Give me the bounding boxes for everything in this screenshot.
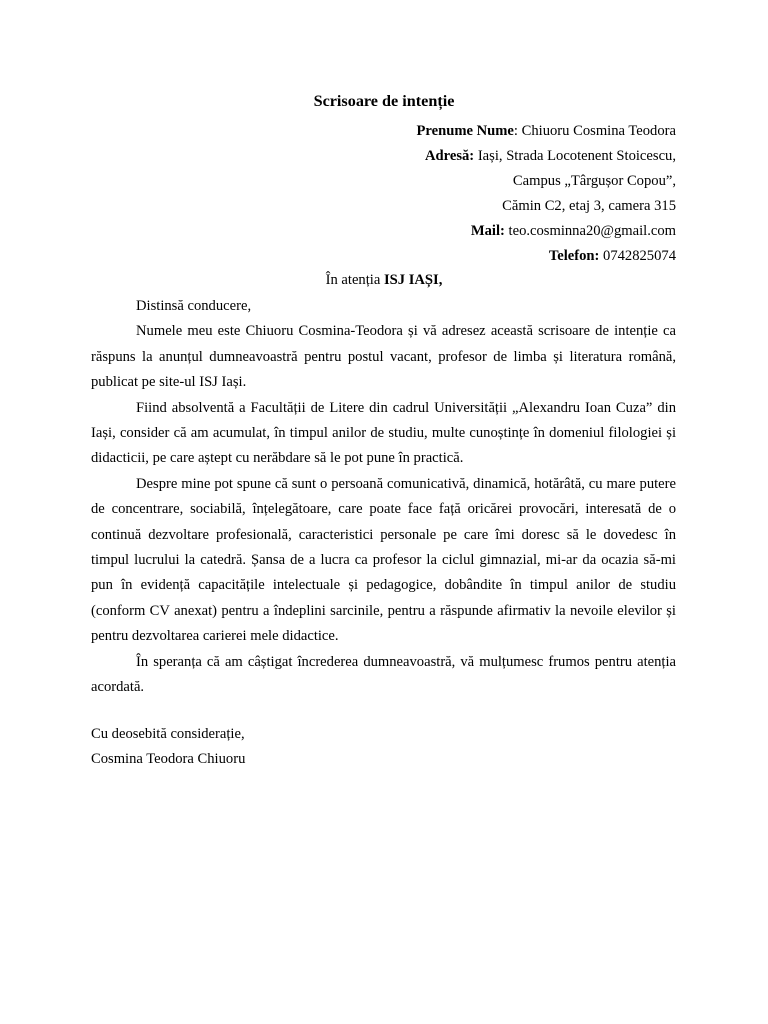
- mail-value: teo.cosminna20@gmail.com: [504, 223, 676, 239]
- body-paragraph-4: În speranța că am câștigat încrederea dumneavoastră, vă mulțumesc frumos pentru atenția acordată.: [91, 653, 676, 696]
- attention-line: [0, 270, 768, 290]
- name-value: : Chiuoru Cosmina Teodora: [513, 123, 676, 139]
- closing-phrase: Cu deosebită considerație,: [91, 726, 245, 742]
- phone-line: [176, 244, 676, 269]
- mail-line: [176, 219, 676, 244]
- address-line-2: Campus „Târgușor Copou”,: [512, 173, 676, 189]
- body-paragraph-2: Fiind absolventă a Facultății de Litere din cadrul Universității „Alexandru Ioan Cuza” din Iași, consider că am acumulat, în timpul anilor de studiu, multe cunoștințe în domeniul filologiei și didacticii, pe care aștept cu nerăbdare să le pot pune în practică.: [91, 399, 676, 467]
- document-title: Scrisoare de intenție: [313, 92, 455, 110]
- address-value-1: Iași, Strada Locotenent Stoicescu,: [474, 148, 676, 164]
- letter-body: [91, 294, 676, 701]
- name-line: [176, 119, 676, 144]
- body-paragraph-1: Numele meu este Chiuoru Cosmina-Teodora și vă adresez această scrisoare de intenție ca răspuns la anunțul dumneavoastră pentru postul vacant, profesor de limba și literatura română, publicat pe site-ul ISJ Iași.: [91, 323, 676, 391]
- signature-name: Cosmina Teodora Chiuoru: [91, 751, 246, 767]
- name-label: Prenume Nume: [416, 123, 514, 139]
- greeting: Distinsă conducere,: [136, 298, 252, 314]
- address-line-3: Cămin C2, etaj 3, camera 315: [502, 198, 676, 214]
- phone-label: Telefon:: [548, 248, 600, 264]
- address-label: Adresă:: [424, 148, 475, 164]
- address-line-1: [176, 144, 676, 169]
- attention-prefix: În atenția: [325, 272, 384, 288]
- phone-value: 0742825074: [599, 248, 676, 264]
- closing-block: [91, 722, 491, 772]
- mail-label: Mail:: [470, 223, 505, 239]
- body-paragraph-3: Despre mine pot spune că sunt o persoană comunicativă, dinamică, hotărâtă, cu mare putere de concentrare, sociabilă, înțelegătoare, care poate face față oricărei provocări, interesată de o continuă dezvoltare profesională, caracteristici personale pe care îmi doresc să le dovedesc în timpul lucrului la catedră. Șansa de a lucra ca profesor la ciclul gimnazial, mi-ar da ocazia să-mi pun în evidență capacitățile intelectuale și pedagogice, dobândite în timpul anilor de studiu (conform CV anexat) pentru a îndeplini sarcinile, pentru a răspunde afirmativ la nevoile elevilor și pentru dezvoltarea carierei mele didactice.: [91, 475, 676, 645]
- sender-details: [176, 119, 676, 269]
- attention-recipient: ISJ IAȘI,: [383, 272, 443, 288]
